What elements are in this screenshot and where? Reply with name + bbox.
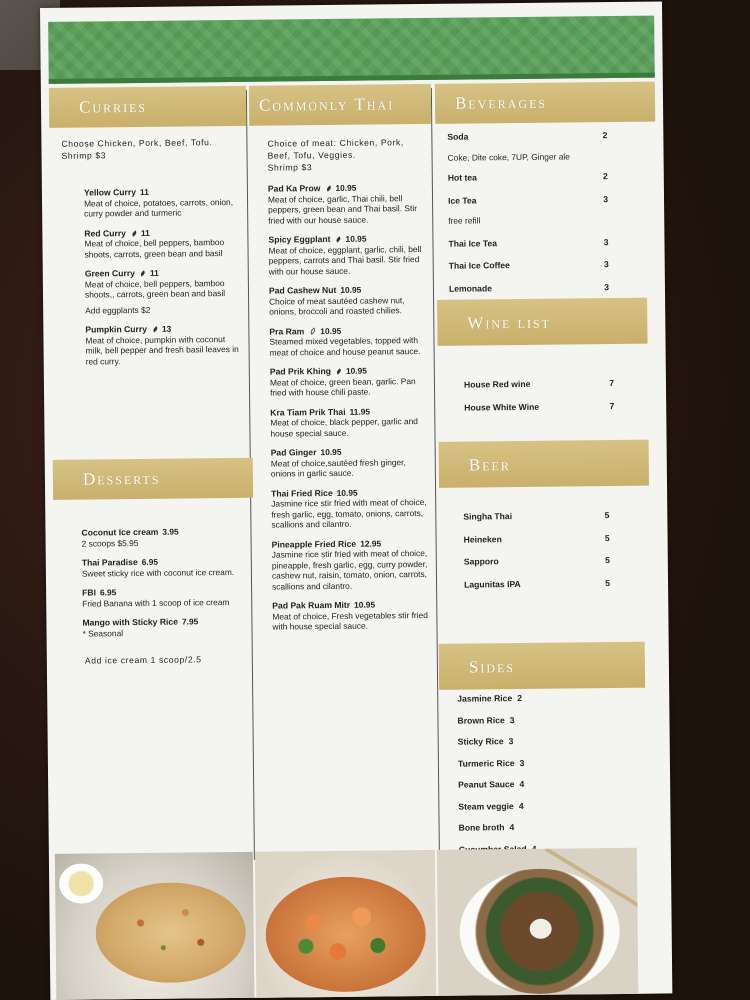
item-name: Pineapple Fried Rice [271, 538, 357, 550]
item-name: Thai Paradise [81, 557, 138, 568]
beverages-section [447, 130, 609, 326]
item-desc: Meat of choice, garlic, Thai chili, bell peppers, green bean and Thai basil. Stir fried with our house sauce. [267, 192, 418, 226]
item-name: Pra Ram [269, 325, 305, 337]
beverage-item [447, 130, 607, 163]
beverage-item [449, 282, 609, 294]
item-price: 7 [609, 400, 615, 411]
menu-item [270, 405, 430, 438]
item-name: Green Curry [84, 268, 135, 279]
item-name: Sapporo [463, 556, 499, 567]
item-name: Sticky Rice [457, 736, 504, 747]
menu-item [269, 284, 429, 317]
side-item [458, 778, 588, 790]
beer-item [464, 533, 610, 545]
item-price: 5 [604, 510, 610, 521]
item-name: Jasmine Rice [457, 693, 513, 704]
soup-bowl-shape [59, 863, 103, 903]
item-price: 5 [604, 532, 610, 543]
item-name: Hot tea [447, 172, 477, 183]
item-desc: Meat of choice, bell peppers, bamboo shoots,, carrots, green bean and basil [84, 277, 226, 300]
menu-item [84, 226, 242, 259]
item-price: 7 [609, 378, 615, 389]
beer-section [463, 510, 610, 590]
menu-item [85, 267, 243, 316]
item-name: FBI [82, 587, 97, 598]
item-name: Bone broth [458, 822, 505, 833]
item-name: Yellow Curry [83, 187, 137, 198]
chili-icon [325, 186, 331, 192]
chili-icon [131, 230, 137, 236]
item-name: Peanut Sauce [458, 779, 515, 790]
item-desc: Meat of choice, eggplant, garlic, chili, bell peppers, carrots and Thai basil. Stir fried with our house sauce. [268, 243, 422, 277]
commonly-thai-note-shrimp: Shrimp $3 [267, 162, 313, 173]
item-price: 3.95 [162, 526, 179, 537]
desserts-header: Desserts [53, 458, 253, 500]
item-price: 11 [149, 267, 159, 278]
item-name: Spicy Eggplant [268, 233, 331, 245]
item-price: 6.95 [141, 556, 159, 567]
menu-item [268, 182, 428, 226]
item-name: Lemonade [448, 282, 492, 294]
menu-item [85, 323, 243, 367]
menu-item [268, 233, 428, 277]
item-price: 11 [139, 186, 149, 197]
item-desc: Meat of choice, bell peppers, bamboo shoots, carrots, green bean and basil [84, 237, 225, 260]
item-desc: Meat of choice, pumpkin with coconut milk, bell pepper and fresh basil leaves in red curry. [85, 333, 239, 367]
side-item [458, 735, 588, 747]
beer-header: Beer [439, 440, 649, 488]
item-price: 10.95 [345, 233, 367, 244]
beer-item [464, 555, 610, 567]
beer-item [464, 578, 610, 590]
item-price: 10.95 [320, 325, 342, 336]
item-name: Brown Rice [457, 714, 505, 726]
item-name: Turmeric Rice [457, 757, 515, 769]
item-desc: Meat of choice, black pepper, garlic and house special sauce. [270, 416, 418, 439]
beverages-header: Beverages [435, 82, 655, 124]
item-extra: Add eggplants $2 [85, 304, 151, 316]
menu-item [82, 586, 247, 609]
curries-section [61, 136, 243, 376]
item-price: 10.95 [320, 446, 342, 458]
menu-item [271, 446, 431, 479]
item-price: 3 [508, 736, 514, 747]
item-name: Pumpkin Curry [85, 323, 148, 335]
chili-icon [335, 236, 341, 242]
decorative-banner [48, 16, 655, 84]
item-price: 3 [519, 757, 525, 768]
item-desc: Meat of choice, Fresh vegetables stir fried with house special sauce. [272, 609, 428, 632]
menu-item [271, 486, 431, 530]
item-price: 7.95 [181, 616, 199, 627]
item-name: Lagunitas IPA [464, 578, 521, 590]
item-price: 10.95 [345, 365, 367, 376]
item-desc: Jasmine rice stir fried with meat of choice, fresh garlic, egg, tomato, onions, carrots, scallions and cilantro. [271, 496, 427, 530]
item-name: Thai Ice Coffee [448, 260, 510, 271]
item-desc: Coke, Dite coke, 7UP, Ginger ale [447, 150, 570, 163]
item-price: 10.95 [354, 599, 376, 610]
item-name: Pad Prik Khing [269, 365, 331, 377]
commonly-thai-note: Choice of meat: Chicken, Pork, Beef, Tofu, Veggies. [267, 137, 404, 161]
commonly-thai-header: Commonly Thai [249, 84, 431, 126]
sides-header: Sides [439, 642, 645, 690]
beverage-item [448, 237, 608, 249]
menu-item [81, 526, 246, 549]
item-desc: Steamed mixed vegetables, topped with meat of choice and house peanut sauce. [269, 335, 421, 358]
side-item [457, 714, 587, 726]
item-desc: Meat of choice, green bean, garlic. Pan fried with house chili paste. [269, 375, 416, 398]
item-name: House Red wine [463, 378, 531, 390]
item-name: Coconut Ice cream [81, 526, 159, 538]
wine-header: Wine list [437, 298, 647, 346]
item-desc: Meat of choice, potatoes, carrots, onion, curry powder and turmeric [83, 196, 234, 219]
beverage-item [448, 194, 608, 227]
fried-rice-photo [55, 852, 255, 1000]
item-price: 10.95 [340, 284, 362, 295]
item-name: Red Curry [84, 227, 126, 239]
item-price: 2 [602, 171, 608, 182]
item-name: Pad Ka Prow [267, 183, 321, 194]
item-price: 6.95 [99, 587, 117, 598]
item-name: Pad Cashew Nut [268, 284, 337, 296]
item-price: 3 [603, 259, 609, 270]
curries-header: Curries [49, 86, 246, 128]
stir-fry-photo [255, 850, 437, 1000]
item-price: 2 [602, 130, 608, 141]
beverage-item [449, 259, 609, 271]
item-desc: * Seasonal [82, 627, 124, 639]
stir-fry-shape [265, 876, 426, 993]
item-price: 13 [161, 323, 172, 334]
menu-item [270, 365, 430, 398]
menu-item [272, 537, 433, 591]
item-desc: Choice of meat sautéed cashew nut, onions, broccoli and roasted chilies. [269, 294, 405, 317]
item-name: Pad Ginger [270, 447, 317, 458]
item-name: Pad Pak Ruam Mitr [272, 599, 351, 611]
side-item [459, 821, 589, 833]
chili-icon [336, 368, 342, 374]
item-name: Steam veggie [458, 800, 514, 812]
item-price: 10.95 [336, 487, 358, 498]
egg-shape [530, 919, 552, 939]
item-desc: Fried Banana with 1 scoop of ice cream [82, 596, 230, 609]
item-name: Thai Ice Tea [448, 237, 498, 249]
item-name: House White Wine [464, 401, 540, 413]
item-name: Ice Tea [447, 194, 477, 206]
desserts-section [81, 526, 247, 667]
item-name: Mango with Sticky Rice [82, 616, 179, 628]
fried-rice-shape [95, 882, 246, 984]
item-name: Heineken [463, 533, 502, 545]
beer-item [463, 510, 609, 522]
item-price: 3 [603, 193, 609, 204]
item-price: 3 [603, 236, 609, 247]
menu-item [269, 324, 429, 357]
side-item [458, 800, 588, 812]
menu-item [84, 186, 242, 219]
menu-sheet [40, 1, 672, 999]
commonly-thai-section [267, 136, 432, 641]
item-price: 3 [509, 714, 515, 725]
curries-note: Choose Chicken, Pork, Beef, Tofu. Shrimp $3 [61, 137, 213, 161]
item-name: Soda [447, 131, 469, 142]
item-price: 11.95 [349, 406, 371, 417]
item-price: 5 [605, 577, 611, 588]
menu-item [82, 616, 247, 639]
desserts-note: Add ice cream 1 scoop/2.5 [84, 654, 202, 666]
beverage-item [448, 171, 608, 183]
wine-section [464, 378, 614, 413]
item-name: Singha Thai [463, 511, 513, 522]
noodle-bowl-photo [437, 848, 639, 1000]
chili-icon [140, 271, 146, 277]
side-item [457, 692, 587, 704]
item-price: 2 [517, 692, 523, 704]
item-price: 10.95 [335, 182, 357, 193]
side-item [458, 757, 588, 769]
item-price: 4 [519, 778, 525, 790]
item-desc: Jasmine rice stir fried with meat of choice, pineapple, fresh garlic, egg, curry powder, cashew nut, raisin, tomato, onion, carrots, scallions and cilantro. [271, 547, 428, 592]
wine-item [464, 401, 614, 413]
item-price: 11 [140, 227, 150, 238]
item-desc: 2 scoops $5.95 [81, 537, 139, 549]
item-price: 5 [604, 555, 610, 566]
item-price: 4 [509, 822, 515, 833]
item-price: 4 [518, 800, 524, 811]
item-price: 3 [604, 281, 610, 292]
menu-item [272, 599, 432, 632]
item-name: Kra Tiam Prik Thai [270, 406, 346, 418]
item-desc: Meat of choice,sautéed fresh ginger, onions in garlic sauce. [270, 456, 406, 479]
chili-icon [152, 326, 158, 332]
menu-item [82, 556, 247, 579]
wine-item [464, 378, 614, 390]
item-name: Thai Fried Rice [271, 487, 333, 499]
vegetarian-leaf-icon [309, 328, 317, 336]
item-desc: free refill [448, 215, 481, 226]
item-desc: Sweet sticky rice with coconut ice cream. [81, 566, 235, 579]
item-price: 12.95 [360, 537, 382, 549]
